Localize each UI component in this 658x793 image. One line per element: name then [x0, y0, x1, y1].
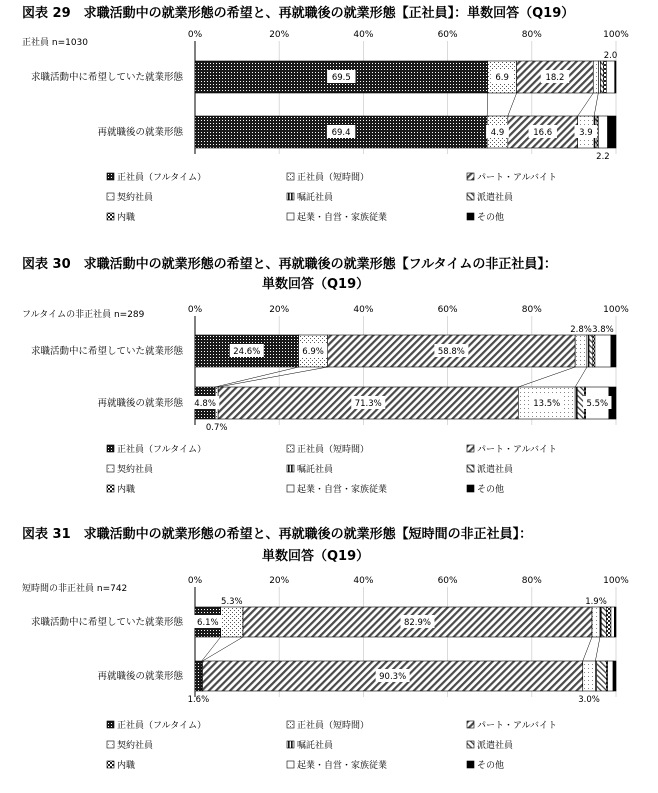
legend-label: 嘱託社員 — [297, 741, 334, 751]
bar-segment — [611, 607, 614, 637]
x-tick-label: 40% — [353, 576, 374, 586]
bar-segment — [608, 661, 613, 691]
connector-line — [508, 93, 517, 116]
bar-segment — [608, 116, 616, 148]
data-label: 1.9% — [585, 597, 607, 607]
data-label: 4.8% — [194, 399, 216, 409]
legend-swatch — [107, 445, 114, 452]
legend-label: 内職 — [117, 213, 136, 223]
legend-swatch — [287, 465, 294, 472]
legend-swatch — [287, 485, 294, 492]
legend-swatch — [467, 193, 474, 200]
x-tick-label: 20% — [269, 30, 290, 40]
legend-label: 正社員（短時間） — [297, 445, 370, 455]
legend-swatch — [107, 193, 114, 200]
connector-line — [202, 637, 221, 661]
data-label: 90.3% — [379, 672, 407, 682]
chart-title: 図表 31 求職活動中の就業形態の希望と、再就職後の就業形態【短時間の非正社員】： — [22, 527, 533, 542]
legend-label: 内職 — [117, 761, 136, 771]
chart-31 — [22, 526, 629, 771]
legend-label: その他 — [477, 485, 505, 495]
data-label: 3.0% — [578, 695, 600, 705]
data-label: 24.6% — [233, 347, 261, 357]
bar-segment — [615, 61, 616, 93]
legend-swatch — [467, 213, 474, 220]
legend-swatch — [107, 741, 114, 748]
legend-label: 嘱託社員 — [297, 465, 334, 475]
data-label: 6.1% — [197, 618, 219, 628]
bar-segment — [600, 61, 603, 93]
sample-size-label: フルタイムの非正社員 n=289 — [22, 310, 145, 320]
bar-segment — [611, 335, 616, 367]
bar-segment — [575, 387, 577, 419]
sample-size-label: 短時間の非正社員 n=742 — [22, 584, 128, 594]
chart-29 — [22, 5, 629, 223]
x-tick-label: 40% — [353, 305, 374, 315]
legend-label: パート・アルバイト — [477, 173, 558, 183]
legend-swatch — [467, 761, 474, 768]
connector-line — [578, 93, 594, 116]
category-label: 求職活動中に希望していた就業形態 — [30, 72, 183, 83]
legend-label: 派遣社員 — [477, 193, 514, 203]
chart-title-line2: 単数回答（Q19） — [262, 549, 370, 564]
legend-label: 契約社員 — [117, 193, 154, 203]
category-label: 再就職後の就業形態 — [97, 127, 183, 138]
category-label: 求職活動中に希望していた就業形態 — [30, 346, 183, 357]
x-tick-label: 40% — [353, 30, 374, 40]
x-tick-label: 60% — [437, 30, 458, 40]
chart-title-line2: 単数回答（Q19） — [262, 277, 370, 292]
legend-label: その他 — [477, 761, 505, 771]
bar-segment — [593, 335, 595, 367]
legend-label: 嘱託社員 — [297, 193, 334, 203]
legend-label: その他 — [477, 213, 505, 223]
data-label: 2.0 — [603, 51, 618, 61]
data-label: 2.8% — [570, 325, 592, 335]
x-tick-label: 20% — [269, 576, 290, 586]
legend-label: 正社員（短時間） — [297, 721, 370, 731]
legend-label: 起業・自営・家族従業 — [297, 761, 388, 771]
data-label: 13.5% — [533, 399, 561, 409]
bar-segment — [606, 61, 614, 93]
data-label: 3.8% — [592, 325, 614, 335]
bar-segment — [613, 661, 616, 691]
connector-line — [583, 637, 592, 661]
data-label: 3.9 — [579, 128, 593, 138]
legend-label: 起業・自営・家族従業 — [297, 213, 388, 223]
legend-swatch — [287, 761, 294, 768]
x-tick-label: 20% — [269, 305, 290, 315]
data-label: 71.3% — [354, 399, 382, 409]
data-label: 58.8% — [437, 347, 465, 357]
data-label: 6.9% — [302, 347, 324, 357]
legend-swatch — [467, 721, 474, 728]
connector-line — [218, 367, 327, 387]
legend-label: パート・アルバイト — [477, 721, 558, 731]
legend-swatch — [467, 485, 474, 492]
legend-swatch — [107, 465, 114, 472]
chart-title: 図表 30 求職活動中の就業形態の希望と、再就職後の就業形態【フルタイムの非正社員】： — [22, 257, 557, 272]
legend-label: 起業・自営・家族従業 — [297, 485, 388, 495]
x-tick-label: 60% — [437, 305, 458, 315]
bar-segment — [595, 335, 611, 367]
legend-swatch — [467, 465, 474, 472]
data-label: 2.2 — [596, 152, 610, 162]
bar-segment — [221, 607, 243, 637]
legend-label: 派遣社員 — [477, 741, 514, 751]
sample-size-label: 正社員 n=1030 — [22, 38, 89, 48]
legend-label: 正社員（フルタイム） — [117, 445, 207, 455]
x-tick-label: 100% — [603, 30, 629, 40]
legend-label: 契約社員 — [117, 465, 154, 475]
legend-swatch — [287, 193, 294, 200]
legend-swatch — [107, 213, 114, 220]
legend-swatch — [107, 173, 114, 180]
x-tick-label: 100% — [603, 576, 629, 586]
legend-label: 派遣社員 — [477, 465, 514, 475]
legend-label: 正社員（フルタイム） — [117, 173, 207, 183]
legend-label: 内職 — [117, 485, 136, 495]
data-label: 5.5% — [586, 399, 609, 409]
bar-segment — [583, 661, 596, 691]
x-tick-label: 0% — [187, 305, 203, 315]
x-tick-label: 0% — [187, 30, 203, 40]
bar-segment — [575, 335, 587, 367]
legend-swatch — [287, 721, 294, 728]
legend-swatch — [287, 445, 294, 452]
legend-swatch — [107, 761, 114, 768]
legend-label: 正社員（フルタイム） — [117, 721, 207, 731]
x-tick-label: 80% — [521, 576, 542, 586]
x-tick-label: 60% — [437, 576, 458, 586]
bar-segment — [603, 61, 606, 93]
data-label: 4.9 — [490, 128, 505, 138]
bar-segment — [598, 116, 607, 148]
connector-line — [575, 367, 587, 387]
chart-title: 図表 29 求職活動中の就業形態の希望と、再就職後の就業形態【正社員】：単数回答（Q19） — [22, 6, 575, 21]
category-label: 再就職後の就業形態 — [97, 398, 183, 409]
connector-line — [595, 637, 600, 661]
connector-line — [203, 637, 243, 661]
connector-line — [594, 93, 598, 116]
data-label: 16.6 — [533, 128, 553, 138]
data-label: 1.6% — [187, 695, 210, 705]
data-label: 82.9% — [403, 618, 432, 628]
chart-30 — [22, 256, 629, 495]
x-tick-label: 80% — [521, 30, 542, 40]
bar-segment — [589, 335, 593, 367]
bar-segment — [614, 607, 616, 637]
data-label: 69.5 — [331, 73, 351, 83]
bar-segment — [587, 335, 589, 367]
bar-segment — [592, 607, 600, 637]
bar-segment — [598, 61, 600, 93]
data-label: 69.4 — [331, 128, 351, 138]
connector-line — [215, 367, 298, 387]
legend-swatch — [107, 721, 114, 728]
legend-label: 契約社員 — [117, 741, 154, 751]
legend-swatch — [287, 741, 294, 748]
bar-segment — [195, 661, 202, 691]
data-label: 18.2 — [545, 73, 565, 83]
legend-swatch — [467, 173, 474, 180]
category-label: 求職活動中に希望していた就業形態 — [30, 617, 183, 628]
legend-label: 正社員（短時間） — [297, 173, 370, 183]
legend-swatch — [107, 485, 114, 492]
data-label: 0.7% — [205, 423, 228, 433]
x-tick-label: 0% — [187, 576, 203, 586]
x-tick-label: 100% — [603, 305, 629, 315]
connector-line — [518, 367, 575, 387]
legend-swatch — [287, 213, 294, 220]
bar-segment — [597, 661, 607, 691]
legend-swatch — [287, 173, 294, 180]
data-label: 5.3% — [221, 597, 243, 607]
legend-swatch — [467, 445, 474, 452]
bar-segment — [593, 61, 598, 93]
category-label: 再就職後の就業形態 — [97, 671, 183, 682]
bar-segment — [606, 607, 611, 637]
bar-segment — [601, 607, 606, 637]
legend-swatch — [467, 741, 474, 748]
data-label: 6.9 — [495, 73, 509, 83]
x-tick-label: 80% — [521, 305, 542, 315]
legend-label: パート・アルバイト — [477, 445, 558, 455]
